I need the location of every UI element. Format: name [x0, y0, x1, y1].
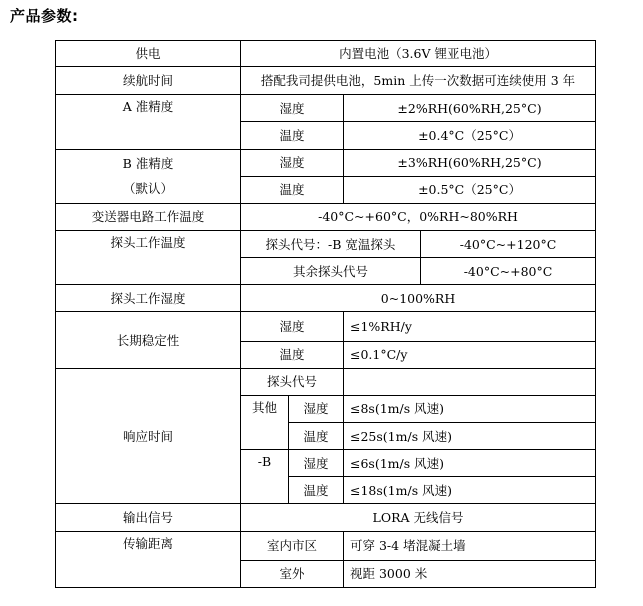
row-power — [56, 41, 596, 67]
stability-label: 长期稳定性 — [56, 312, 241, 368]
stability-temp-label: 温度 — [241, 341, 344, 368]
row-b-accuracy-humidity — [56, 149, 596, 176]
power-value: 内置电池（3.6V 锂亚电池） — [241, 41, 596, 67]
output-label: 输出信号 — [56, 504, 241, 531]
a-humidity-value: ±2%RH(60%RH,25°C) — [344, 95, 596, 122]
probe-other-value: -40°C~+80°C — [421, 258, 596, 285]
b-accuracy-label — [56, 149, 241, 203]
response-b-temp-label: 温度 — [289, 477, 344, 504]
section-heading: 产品参数: — [10, 7, 79, 25]
row-distance-indoor — [56, 531, 596, 560]
distance-outdoor-label: 室外 — [241, 560, 344, 587]
b-accuracy-label-line1: B 准精度 — [122, 156, 174, 172]
response-b-humidity-value: ≤6s(1m/s 风速) — [344, 450, 596, 477]
distance-label: 传输距离 — [56, 531, 241, 587]
response-label: 响应时间 — [56, 368, 241, 504]
probe-other-code: 其余探头代号 — [241, 258, 421, 285]
b-accuracy-label-line2: （默认） — [122, 181, 173, 197]
response-b-humidity-label: 湿度 — [289, 450, 344, 477]
a-temp-value: ±0.4°C（25°C） — [344, 122, 596, 149]
b-temp-value: ±0.5°C（25°C） — [344, 176, 596, 203]
output-value: LORA 无线信号 — [241, 504, 596, 531]
row-probe-temp-b — [56, 230, 596, 257]
probe-b-value: -40°C~+120°C — [421, 230, 596, 257]
battery-life-value: 搭配我司提供电池，5min 上传一次数据可连续使用 3 年 — [241, 67, 596, 95]
stability-humidity-label: 湿度 — [241, 312, 344, 341]
distance-indoor-label: 室内市区 — [241, 531, 344, 560]
a-temp-label: 温度 — [241, 122, 344, 149]
power-label: 供电 — [56, 41, 241, 67]
probe-humidity-label: 探头工作湿度 — [56, 285, 241, 312]
a-accuracy-label: A 准精度 — [56, 95, 241, 149]
row-a-accuracy-humidity — [56, 95, 596, 122]
a-humidity-label: 湿度 — [241, 95, 344, 122]
row-stability-humidity — [56, 312, 596, 341]
transmitter-temp-label: 变送器电路工作温度 — [56, 203, 241, 230]
response-code-header: 探头代号 — [241, 368, 344, 395]
response-other-label: 其他 — [241, 395, 289, 449]
b-temp-label: 温度 — [241, 176, 344, 203]
probe-humidity-value: 0~100%RH — [241, 285, 596, 312]
distance-indoor-value: 可穿 3-4 堵混凝土墙 — [344, 531, 596, 560]
transmitter-temp-value: -40°C~+60°C，0%RH~80%RH — [241, 203, 596, 230]
stability-temp-value: ≤0.1°C/y — [344, 341, 596, 368]
row-transmitter-temp — [56, 203, 596, 230]
row-output — [56, 504, 596, 531]
b-humidity-label: 湿度 — [241, 149, 344, 176]
response-other-temp-value: ≤25s(1m/s 风速) — [344, 422, 596, 449]
row-response-header — [56, 368, 596, 395]
product-spec-table — [55, 40, 596, 588]
response-other-temp-label: 温度 — [289, 422, 344, 449]
row-battery-life — [56, 67, 596, 95]
stability-humidity-value: ≤1%RH/y — [344, 312, 596, 341]
response-other-humidity-label: 湿度 — [289, 395, 344, 422]
probe-temp-label: 探头工作温度 — [56, 230, 241, 284]
response-b-label: -B — [241, 450, 289, 504]
battery-life-label: 续航时间 — [56, 67, 241, 95]
response-header-blank — [344, 368, 596, 395]
response-b-temp-value: ≤18s(1m/s 风速) — [344, 477, 596, 504]
b-humidity-value: ±3%RH(60%RH,25°C) — [344, 149, 596, 176]
distance-outdoor-value: 视距 3000 米 — [344, 560, 596, 587]
response-other-humidity-value: ≤8s(1m/s 风速) — [344, 395, 596, 422]
row-probe-humidity — [56, 285, 596, 312]
probe-b-code: 探头代号：-B 宽温探头 — [241, 230, 421, 257]
